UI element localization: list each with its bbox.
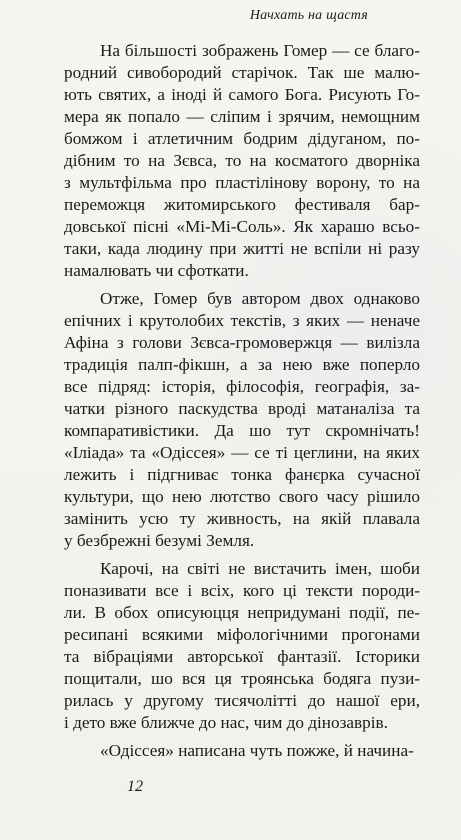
text-line: чатки різного паскудства вроді матаналіза та: [64, 399, 420, 418]
text-line: Карочі, на світі не вистачить імен, шоби: [100, 559, 420, 578]
text-line: все підряд: історія, філософія, географія, за-: [64, 377, 420, 396]
paragraph-1: [64, 40, 420, 282]
text-line: з мультфільма про пластілінову ворону, то на: [64, 173, 420, 192]
text-line: Отже, Гомер був автором двох однаково: [100, 289, 420, 308]
paragraph-4: [64, 740, 420, 762]
text-line: ли. В обох описуюцця непридумані події, пе-: [64, 603, 420, 622]
text-line: ють святих, а іноді й самого Бога. Рисують Го-: [64, 85, 420, 104]
text-line: епічних і крутолобих текстів, з яких — неначе: [64, 311, 420, 330]
text-line: намалювать чи сфоткати.: [64, 261, 249, 280]
text-line: і дето вже ближче до нас, чим до дінозаврів.: [64, 713, 388, 732]
text-line: таки, када людину при житті не вспіли ні разу: [64, 239, 420, 258]
text-line: На більшості зображень Гомер — се благо-: [100, 41, 420, 60]
text-line: компаративістики. Да шо тут скромнічать!: [64, 421, 420, 440]
text-line: рилась у другому тисячолітті до нашої ери,: [64, 691, 420, 710]
text-line: родний сивобородий старічок. Так ше малю-: [64, 63, 420, 82]
text-line: лежить і підгниває тонка фанєрка сучасної: [64, 465, 420, 484]
text-line: Афіна з голови Зєвса-громовержця — вилізла: [64, 333, 420, 352]
text-line: та вібраціями авторської фантазії. Історики: [64, 647, 420, 666]
text-line: ресипані всякими міфологічними прогонами: [64, 625, 420, 644]
text-line: пощитали, шо вся ця троянська бодяга пузи-: [64, 669, 420, 688]
text-line: «Іліада» та «Одіссея» — се ті цеглини, на яких: [64, 443, 420, 462]
text-line: мера як попало — сліпим і зрячим, немощним: [64, 107, 420, 126]
text-line: довської пісні «Мі-Мі-Соль». Як харашо всьо-: [64, 217, 420, 236]
running-header: Начхать на щастя: [249, 8, 368, 23]
text-line: бомжом і атлетичним бодрим дідуганом, по-: [64, 129, 420, 148]
text-line: замінить усю ту живность, на якій плавала: [64, 509, 420, 528]
text-line: дібним то на Зєвса, то на косматого дворніка: [64, 151, 420, 170]
text-line: культури, що нею лютство свого часу рішило: [64, 487, 420, 506]
text-line: «Одіссея» написана чуть пожже, й начина-: [100, 741, 414, 760]
paragraph-2: [64, 288, 420, 552]
text-line: поназивати все і всіх, кого ці тексти породи-: [64, 581, 420, 600]
body-text: [64, 40, 420, 768]
text-line: традиція палп-фікшн, а за нею вже поперло: [64, 355, 420, 374]
paragraph-3: [64, 558, 420, 734]
page-number: 12: [127, 778, 143, 795]
text-line: у безбрежні безумі Земля.: [64, 531, 255, 550]
text-line: переможця житомирського фестиваля бар-: [64, 195, 420, 214]
